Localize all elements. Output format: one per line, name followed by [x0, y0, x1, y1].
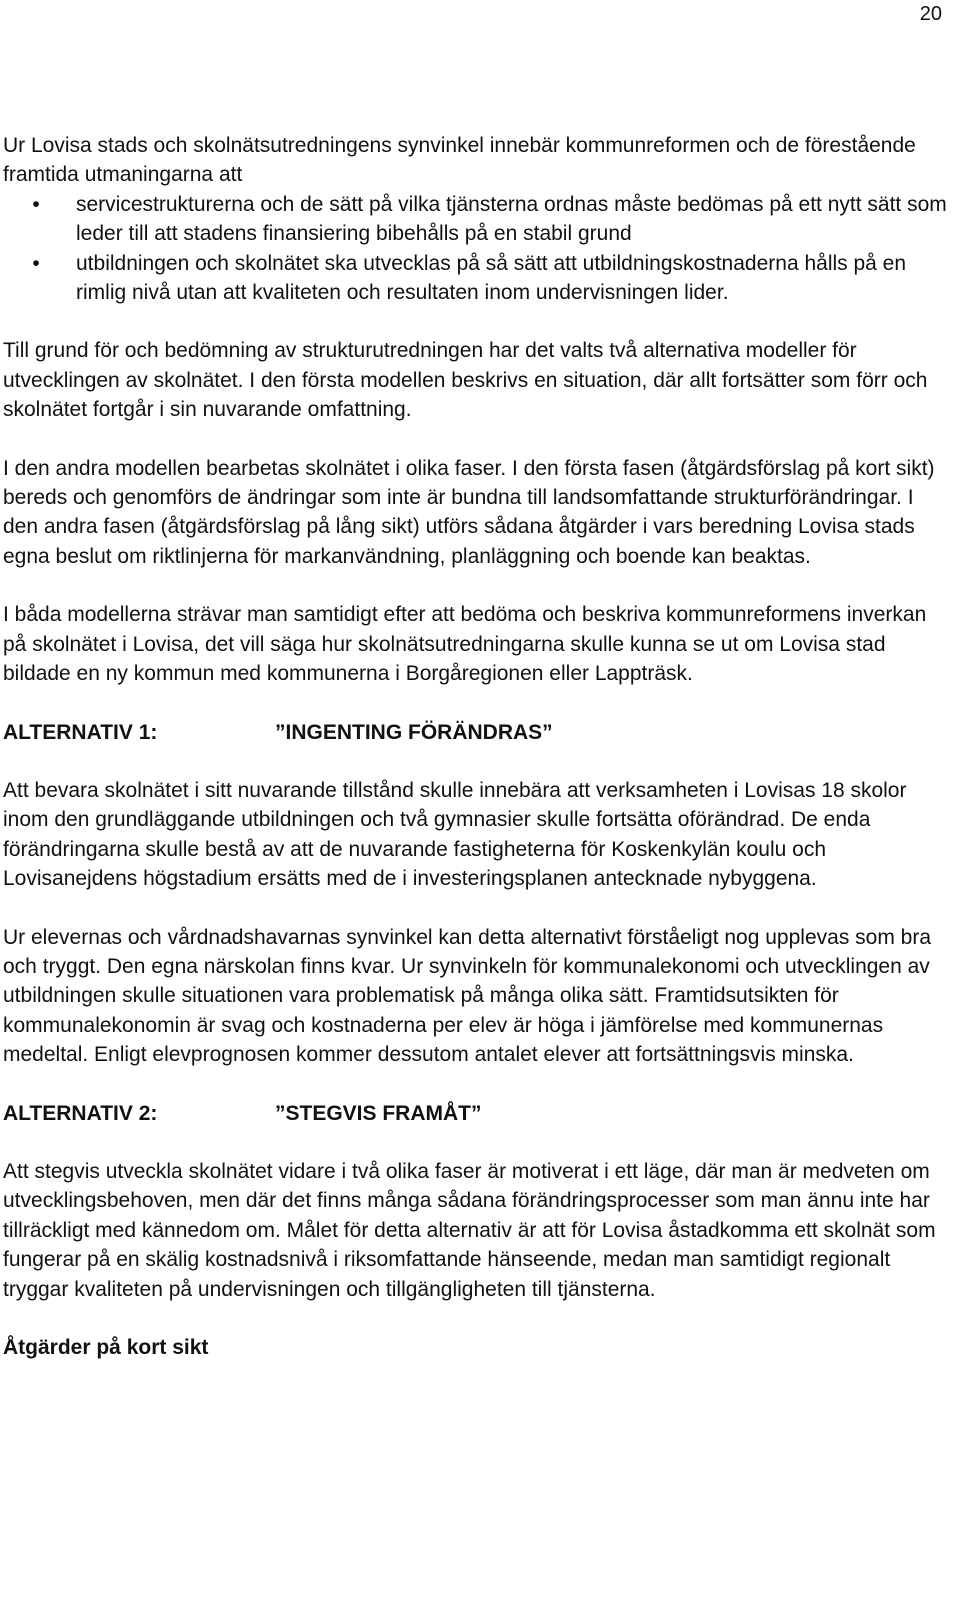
alternative-2-label: ALTERNATIV 2: [3, 1101, 158, 1125]
document-body [3, 131, 953, 1362]
page-number: 20 [919, 3, 942, 25]
alternative-2-title: ”STEGVIS FRAMÅT” [275, 1101, 482, 1125]
alternative-1-heading [3, 718, 953, 747]
alternative-1-paragraph-1: Att bevara skolnätet i sitt nuvarande tillstånd skulle innebära att verksamheten i Lovisas 18 skolor inom den grundläggande utbildningen och två gymnasier skulle fortsätta oförändrad. De enda förändringarna skulle bestå av att de nuvarande fastigheterna för Koskenkylän koulu och Lovisanejdens högstadium ersätts med de i investeringsplanen antecknade nybyggena. [3, 778, 907, 891]
bullet-icon: • [32, 251, 40, 275]
alternative-1-title: ”INGENTING FÖRÄNDRAS” [275, 720, 553, 744]
bullet-text: utbildningen och skolnätet ska utvecklas på så sätt att utbildningskostnaderna hålls på en rimlig nivå utan att kvaliteten och resultaten inom undervisningen lider. [76, 251, 907, 305]
bullet-icon: • [32, 192, 40, 216]
alternative-1-label: ALTERNATIV 1: [3, 720, 158, 744]
list-item [3, 249, 953, 308]
alternative-2-paragraph-1: Att stegvis utveckla skolnätet vidare i två olika faser är motiverat i ett läge, där man är medveten om utvecklingsbehoven, men där det finns många sådana förändringsprocesser som man ännu inte har tillräckligt med kännedom om. Målet för detta alternativ är att för Lovisa åstadkomma ett skolnät som fungerar på en skälig kostnadsnivå i riksomfattande hänseende, medan man samtidigt regionalt tryggar kvaliteten på undervisningen och tillgängligheten till tjänsterna. [3, 1159, 936, 1301]
bullet-text: servicestrukturerna och de sätt på vilka tjänsterna ordnas måste bedömas på ett nytt sätt som leder till att stadens finansiering bibehålls på en stabil grund [76, 192, 947, 246]
section-subheading: Åtgärder på kort sikt [3, 1336, 209, 1359]
list-item [3, 190, 953, 249]
paragraph-models: Till grund för och bedömning av strukturutredningen har det valts två alternativa modeller för utvecklingen av skolnätet. I den första modellen beskrivs en situation, där allt fortsätter som förr och skolnätet fortgår i sin nuvarande omfattning. [3, 339, 928, 422]
intro-paragraph: Ur Lovisa stads och skolnätsutredningens synvinkel innebär kommunreformen och de förestående framtida utmaningarna att [3, 134, 916, 187]
paragraph-reform: I båda modellerna strävar man samtidigt efter att bedöma och beskriva kommunreformens inverkan på skolnätet i Lovisa, det vill säga hur skolnätsutredningarna skulle kunna se ut om Lovisa stad bildade en ny kommun med kommunerna i Borgåregionen eller Lappträsk. [3, 603, 927, 686]
paragraph-second-model: I den andra modellen bearbetas skolnätet i olika faser. I den första fasen (åtgärdsförslag på kort sikt) bereds och genomförs de ändringar som inte är bundna till landsomfattande strukturförändringar. I den andra fasen (åtgärdsförslag på lång sikt) utförs sådana åtgärder i vars beredning Lovisa stads egna beslut om riktlinjerna för markanvändning, planläggning och boende kan beaktas. [3, 456, 935, 568]
alternative-2-heading [3, 1099, 953, 1128]
alternative-1-paragraph-2: Ur elevernas och vårdnadshavarnas synvinkel kan detta alternativt förståeligt nog upplevas som bra och tryggt. Den egna närskolan finns kvar. Ur synvinkeln för kommunalekonomi och utvecklingen av utbildningen skulle situationen vara problematisk på många olika sätt. Framtidsutsikten för kommunalekonomin är svag och kostnaderna per elev är höga i jämförelse med kommunernas medeltal. Enligt elevprognosen kommer dessutom antalet elever att fortsättningsvis minska. [3, 925, 932, 1067]
bullet-list [3, 190, 953, 308]
